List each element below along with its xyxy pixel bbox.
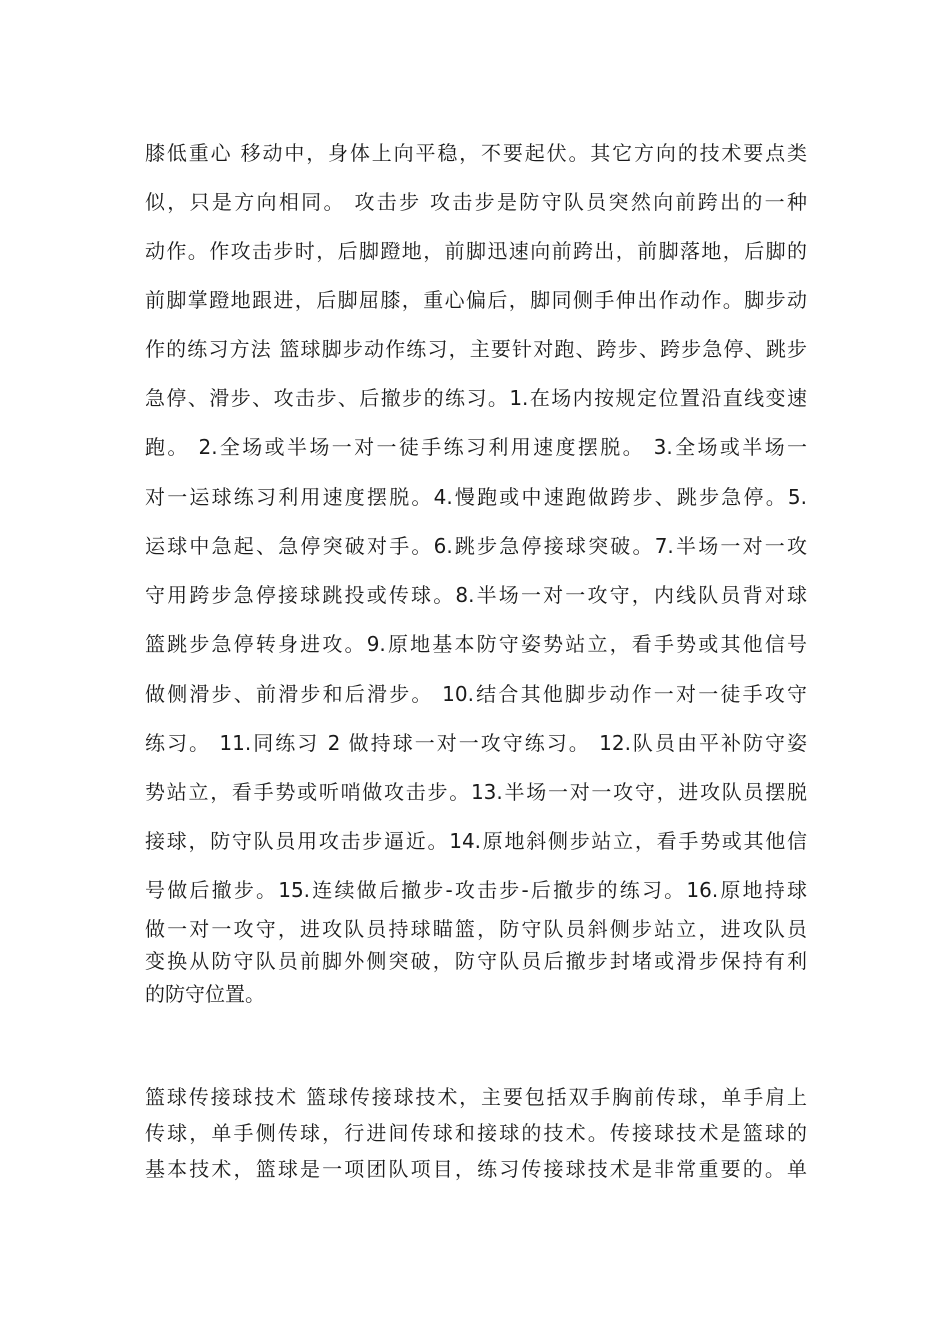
text-line: 基本技术，篮球是一项团队项目，练习传接球技术是非常重要的。单 [145, 1157, 807, 1181]
text-line: 变换从防守队员前脚外侧突破，防守队员后撤步封堵或滑步保持有利 [145, 949, 807, 973]
text-line: 膝低重心 移动中，身体上向平稳，不要起伏。其它方向的技术要点类 [145, 141, 807, 165]
text-line: 篮球传接球技术 篮球传接球技术，主要包括双手胸前传球，单手肩上 [145, 1085, 807, 1109]
text-line: 跑。 2.全场或半场一对一徒手练习利用速度摆脱。 3.全场或半场一 [145, 435, 807, 459]
text-line: 急停、滑步、攻击步、后撤步的练习。1.在场内按规定位置沿直线变速 [145, 386, 807, 410]
text-line: 运球中急起、急停突破对手。6.跳步急停接球突破。7.半场一对一攻 [145, 534, 807, 558]
text-line: 似，只是方向相同。 攻击步 攻击步是防守队员突然向前跨出的一种 [145, 190, 807, 214]
text-line: 作的练习方法 篮球脚步动作练习，主要针对跑、跨步、跨步急停、跳步 [145, 337, 807, 361]
text-line: 传球，单手侧传球，行进间传球和接球的技术。传接球技术是篮球的 [145, 1121, 807, 1145]
text-line: 前脚掌蹬地跟进，后脚屈膝，重心偏后，脚同侧手伸出作动作。脚步动 [145, 288, 807, 312]
text-line: 守用跨步急停接球跳投或传球。8.半场一对一攻守，内线队员背对球 [145, 583, 807, 607]
text-line: 对一运球练习利用速度摆脱。4.慢跑或中速跑做跨步、跳步急停。5. [145, 485, 807, 509]
text-line: 动作。作攻击步时，后脚蹬地，前脚迅速向前跨出，前脚落地，后脚的 [145, 239, 807, 263]
text-line: 的防守位置。 [145, 982, 265, 1006]
text-line: 做侧滑步、前滑步和后滑步。 10.结合其他脚步动作一对一徒手攻守 [145, 682, 807, 706]
text-line: 篮跳步急停转身进攻。9.原地基本防守姿势站立，看手势或其他信号 [145, 632, 807, 656]
text-line: 做一对一攻守，进攻队员持球瞄篮，防守队员斜侧步站立，进攻队员 [145, 917, 807, 941]
text-line: 接球，防守队员用攻击步逼近。14.原地斜侧步站立，看手势或其他信 [145, 829, 807, 853]
text-line: 练习。 11.同练习 2 做持球一对一攻守练习。 12.队员由平补防守姿 [145, 731, 807, 755]
text-line: 号做后撤步。15.连续做后撤步-攻击步-后撤步的练习。16.原地持球 [145, 878, 807, 902]
text-line: 势站立，看手势或听哨做攻击步。13.半场一对一攻守，进攻队员摆脱 [145, 780, 807, 804]
